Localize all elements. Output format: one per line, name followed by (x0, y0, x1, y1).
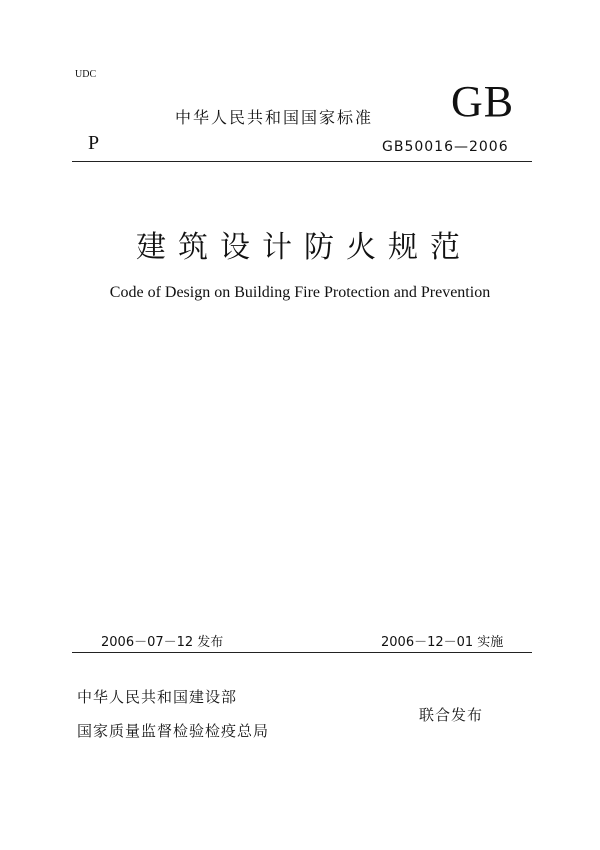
effective-date: 2006－12－01 实施 (381, 635, 504, 650)
top-divider (72, 161, 532, 162)
issuer-ministry: 中华人民共和国建设部 (77, 688, 238, 706)
bottom-divider (72, 652, 532, 653)
gb-logo: GB (451, 77, 515, 126)
standard-type: 中华人民共和国国家标准 (175, 108, 374, 127)
title-chinese: 建筑设计防火规范 (136, 231, 472, 264)
category-code: P (88, 132, 100, 154)
joint-issue-label: 联合发布 (419, 706, 484, 724)
udc-label: UDC (75, 69, 97, 80)
title-english: Code of Design on Building Fire Protection and Prevention (109, 284, 491, 301)
standard-code: GB50016—2006 (382, 139, 509, 155)
issuer-aqsiq: 国家质量监督检验检疫总局 (77, 722, 270, 740)
issue-date: 2006－07－12 发布 (101, 635, 224, 650)
